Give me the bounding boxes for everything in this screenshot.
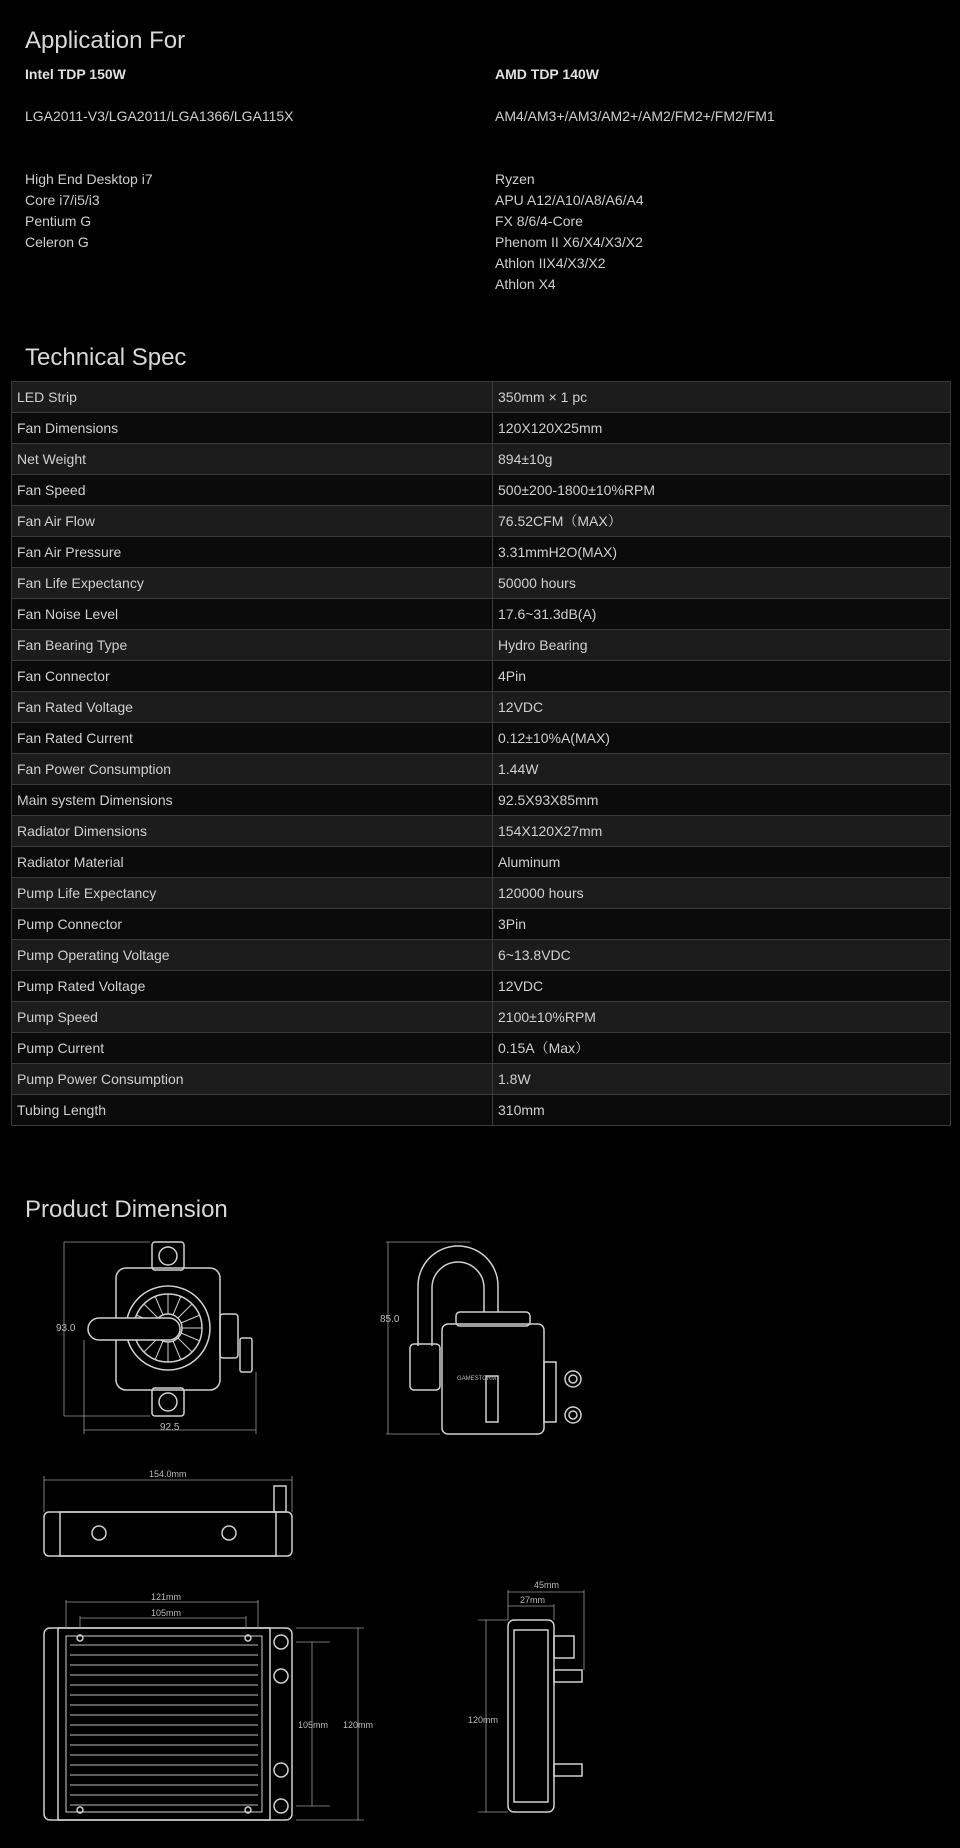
pump-side-drawing [386,1242,581,1434]
amd-processor: Athlon IIX4/X3/X2 [495,255,606,271]
table-row [12,413,951,444]
spec-value: 120X120X25mm [493,413,951,444]
table-row [12,909,951,940]
radiator-thickness-label: 27mm [520,1595,546,1605]
spec-value: 0.15A（Max） [493,1033,951,1064]
spec-value: 2100±10%RPM [493,1002,951,1033]
spec-value: 76.52CFM（MAX） [493,506,951,537]
dimension-title: Product Dimension [25,1196,228,1223]
radiator-side-height-label: 120mm [468,1715,499,1725]
pump-logo: GAMESTORM [457,1376,497,1382]
spec-key: Radiator Material [12,847,493,878]
intel-processor: Celeron G [25,234,89,250]
table-row [12,692,951,723]
spec-value: 1.44W [493,754,951,785]
table-row [12,785,951,816]
table-row [12,1095,951,1126]
spec-key: Fan Noise Level [12,599,493,630]
pump-top-drawing [64,1242,256,1434]
amd-processor: APU A12/A10/A8/A6/A4 [495,192,644,208]
table-row [12,971,951,1002]
radiator-total-thickness-label: 45mm [534,1580,560,1590]
table-row [12,506,951,537]
intel-processor: Core i7/i5/i3 [25,192,100,208]
spec-key: Fan Rated Voltage [12,692,493,723]
spec-key: Pump Operating Voltage [12,940,493,971]
amd-column [495,64,775,295]
table-row [12,816,951,847]
table-row [12,940,951,971]
spec-key: Fan Life Expectancy [12,568,493,599]
spec-key: Main system Dimensions [12,785,493,816]
table-row [12,723,951,754]
spec-value: 350mm × 1 pc [493,382,951,413]
spec-value: 17.6~31.3dB(A) [493,599,951,630]
spec-value: 6~13.8VDC [493,940,951,971]
spec-key: Fan Rated Current [12,723,493,754]
spec-key: LED Strip [12,382,493,413]
radiator-length-label: 154.0mm [149,1469,187,1479]
spec-key: Pump Life Expectancy [12,878,493,909]
table-row [12,1033,951,1064]
radiator-inner-height-label: 105mm [298,1720,329,1730]
application-title: Application For [25,27,186,54]
table-row [12,1064,951,1095]
spec-key: Pump Current [12,1033,493,1064]
spec-key: Fan Bearing Type [12,630,493,661]
radiator-inner-width-label: 105mm [151,1608,182,1618]
spec-value: Aluminum [493,847,951,878]
spec-value: 12VDC [493,971,951,1002]
spec-key: Radiator Dimensions [12,816,493,847]
spec-value: Hydro Bearing [493,630,951,661]
spec-key: Fan Dimensions [12,413,493,444]
radiator-top-drawing [44,1476,292,1556]
intel-processor: Pentium G [25,213,92,229]
spec-value: 894±10g [493,444,951,475]
spec-key: Net Weight [12,444,493,475]
radiator-side-drawing [478,1590,584,1812]
spec-value: 50000 hours [493,568,951,599]
intel-heading: Intel TDP 150W [25,66,126,82]
radiator-outer-width-label: 121mm [151,1592,182,1602]
spec-value: 3Pin [493,909,951,940]
spec-key: Fan Air Pressure [12,537,493,568]
spec-key: Fan Air Flow [12,506,493,537]
amd-processor: FX 8/6/4-Core [495,213,583,229]
amd-sockets: AM4/AM3+/AM3/AM2+/AM2/FM2+/FM2/FM1 [495,108,775,124]
intel-processor: High End Desktop i7 [25,171,153,187]
spec-key: Fan Speed [12,475,493,506]
amd-heading: AMD TDP 140W [495,66,599,82]
table-row [12,382,951,413]
table-row [12,568,951,599]
spec-value: 310mm [493,1095,951,1126]
spec-title: Technical Spec [25,344,187,371]
spec-value: 12VDC [493,692,951,723]
table-row [12,754,951,785]
table-row [12,599,951,630]
spec-key: Pump Connector [12,909,493,940]
amd-processor: Athlon X4 [495,276,556,292]
spec-table [11,381,951,1126]
amd-processor: Phenom II X6/X4/X3/X2 [495,234,643,250]
radiator-outer-height-label: 120mm [343,1720,374,1730]
spec-value: 154X120X27mm [493,816,951,847]
table-row [12,878,951,909]
spec-value: 0.12±10%A(MAX) [493,723,951,754]
intel-sockets: LGA2011-V3/LGA2011/LGA1366/LGA115X [25,108,294,124]
table-row [12,475,951,506]
spec-value: 500±200-1800±10%RPM [493,475,951,506]
table-row [12,537,951,568]
spec-key: Pump Power Consumption [12,1064,493,1095]
spec-value: 1.8W [493,1064,951,1095]
intel-column [25,64,294,253]
spec-value: 120000 hours [493,878,951,909]
dimension-drawings [0,1230,960,1848]
spec-value: 4Pin [493,661,951,692]
spec-key: Tubing Length [12,1095,493,1126]
table-row [12,847,951,878]
spec-key: Fan Connector [12,661,493,692]
spec-value: 92.5X93X85mm [493,785,951,816]
spec-key: Pump Rated Voltage [12,971,493,1002]
pump-top-height-label: 93.0 [56,1323,76,1334]
pump-top-width-label: 92.5 [160,1422,180,1433]
table-row [12,661,951,692]
table-row [12,444,951,475]
spec-key: Fan Power Consumption [12,754,493,785]
table-row [12,1002,951,1033]
radiator-front-drawing [44,1600,364,1820]
spec-key: Pump Speed [12,1002,493,1033]
pump-side-height-label: 85.0 [380,1314,400,1325]
amd-processor: Ryzen [495,171,535,187]
table-row [12,630,951,661]
spec-value: 3.31mmH2O(MAX) [493,537,951,568]
